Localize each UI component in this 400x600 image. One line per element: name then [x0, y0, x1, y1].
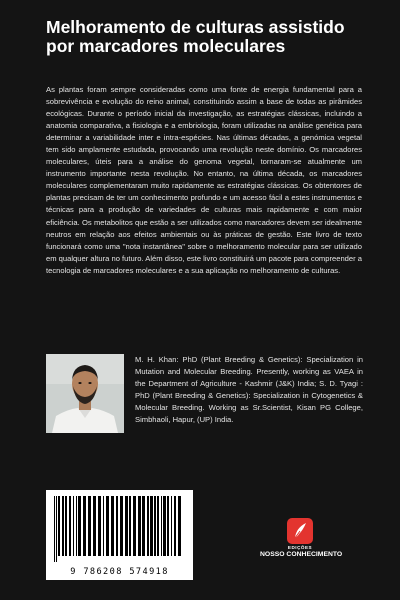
book-title: Melhoramento de culturas assistido por marcadores moleculares: [46, 17, 345, 56]
publisher-name-small: EDIÇÕES: [287, 545, 313, 550]
barcode-bars: [46, 490, 193, 564]
publisher-logo-icon: [287, 518, 313, 544]
isbn-barcode: [46, 490, 193, 580]
isbn-number: 9 786208 574918: [70, 567, 169, 577]
author-bio: M. H. Khan: PhD (Plant Breeding & Genetics): Specialization in Mutation and Molecular Breeding. Presently, working as VAEA in the Department of Agriculture - Kashmir (J&K) India; S. D. Tyagi : PhD (Plant Breeding & Genetics): Specialization in Cytogenetics & Molecular Breeding. Working as Sr.Scientist, Kisan PG College, Simbhaoli, Hapur, (UP) India.: [135, 355, 363, 425]
publisher-name: NOSSO CONHECIMENTO: [260, 551, 343, 558]
publisher-logo-block: [260, 518, 343, 558]
book-description: As plantas foram sempre consideradas como uma fonte de energia fundamental para a sobrevivência e evolução do reino animal, constituindo assim a base de todas as pirâmides ecológicas. Durante o período inicial da investigação, as estratégias clássicas, incluindo a anatomia comparativa, a fisiologia e a embriologia, foram utilizadas na análise genética para determinar a variabilidade inter e intra-espécies. Nas últimas décadas, a genómica vegetal tem sido amplamente estudada, provocando uma revolução neste domínio. Os marcadores moleculares, úteis para a análise do genoma vegetal, tornaram-se atualmente um instrumento importante nesta revolução. No entanto, na última década, os marcadores moleculares complementaram muito rapidamente as estratégias clássicas. Os obtentores de plantas precisam de ter um conhecimento profundo e um acesso fácil a estes instrumentos e técnicas para a produção de variedades de culturas mais rapidamente e com maior eficiência. Os metabolitos que estão a ser utilizados como marcadores devem ser idealmente neutros em relação aos efeitos ambientais ou às práticas de gestão. Este livro de texto funcionará como uma "nota instantânea" sobre o melhoramento molecular para ser utilizado em qualquer altura no futuro. Além disso, este livro constituirá um pacote para compreender a tecnologia de marcadores moleculares e a sua aplicação no melhoramento de culturas.: [46, 85, 362, 275]
author-photo: [46, 354, 124, 433]
